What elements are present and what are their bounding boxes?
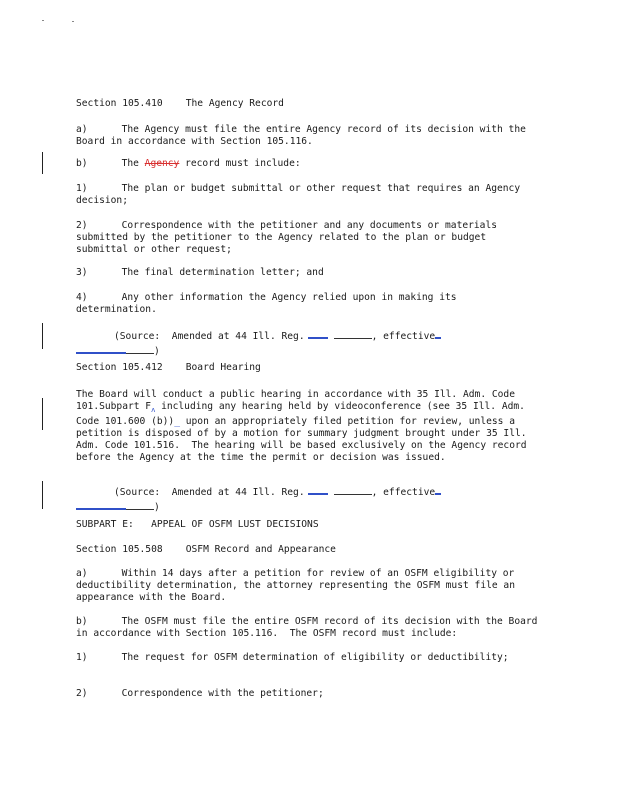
para-text: The request for OSFM determination of eligibility or deductibility; (121, 652, 509, 663)
section-105-412-heading: Section 105.412 Board Hearing (76, 362, 261, 373)
source-text: , effective (371, 331, 436, 342)
para-label: 1) (76, 652, 88, 663)
scan-speck (42, 20, 44, 21)
para-text: The final determination letter; and (121, 267, 324, 278)
para-text: The plan or budget submittal or other request that requires an Agency decision; (76, 183, 526, 206)
section-105-508-a (76, 568, 542, 604)
insert-mark: _ (174, 415, 180, 427)
para-label: b) (76, 616, 88, 627)
para-text: The Board will conduct a public hearing in accordance with 35 Ill. Adm. Code 101.Subpart F (76, 389, 521, 412)
section-105-410-b-1 (76, 183, 542, 207)
scan-speck (72, 21, 74, 22)
insert-mark: ᴧ (151, 405, 156, 414)
source-text: (Source: Amended at 44 Ill. Reg. (114, 331, 305, 342)
change-bar (42, 152, 43, 174)
para-text: Any other information the Agency relied upon in making its determination. (76, 292, 463, 315)
section-105-412-text (76, 389, 542, 464)
change-bar (42, 398, 43, 430)
para-text: record must include: (179, 158, 301, 169)
section-105-410-a (76, 124, 542, 148)
blank-line (126, 344, 154, 354)
para-text: Correspondence with the petitioner and any documents or materials submitted by the petitioner to the Agency related to the plan or budget submittal or other request; (76, 220, 503, 255)
para-text: including any hearing held by videoconference (see 35 Ill. Adm. Code 101.600 (b)) (76, 401, 531, 427)
section-105-508-b (76, 616, 542, 640)
blank-line (126, 500, 154, 510)
change-bar (42, 323, 43, 349)
source-text: , effective (371, 487, 436, 498)
source-text: ) (154, 346, 160, 357)
subpart-e-heading: SUBPART E: APPEAL OF OSFM LUST DECISIONS (76, 519, 319, 530)
section-105-410-heading: Section 105.410 The Agency Record (76, 98, 284, 109)
para-label: 4) (76, 292, 88, 303)
para-label: 1) (76, 183, 88, 194)
section-105-410-b (76, 158, 542, 170)
section-105-508-b-1 (76, 652, 542, 664)
source-note-2 (114, 484, 544, 514)
blank-line (334, 329, 372, 339)
section-105-508-b-2 (76, 688, 542, 700)
source-text: (Source: Amended at 44 Ill. Reg. (114, 487, 305, 498)
insert-mark (435, 328, 441, 339)
para-label: a) (76, 124, 88, 135)
section-105-410-b-4 (76, 292, 542, 316)
para-text: The (121, 158, 145, 169)
para-label: a) (76, 568, 88, 579)
blank-line (334, 485, 372, 495)
para-label: 2) (76, 688, 88, 699)
insert-mark (308, 328, 328, 339)
insert-mark (435, 484, 441, 495)
para-text: The OSFM must file the entire OSFM record of its decision with the Board in accordance with Section 105.116. The OSFM record must include: (76, 616, 544, 639)
section-105-410-b-2 (76, 220, 542, 256)
insert-mark (76, 499, 126, 510)
struck-text: Agency (144, 158, 180, 169)
change-bar (42, 481, 43, 509)
para-label: 2) (76, 220, 88, 231)
source-note-1 (114, 328, 544, 358)
section-105-410-b-3 (76, 267, 542, 279)
para-text: Within 14 days after a petition for review of an OSFM eligibility or deductibility determination, the attorney representing the OSFM must file an appearance with the Board. (76, 568, 521, 603)
para-label: b) (76, 158, 88, 169)
insert-mark (76, 343, 126, 354)
para-text: Correspondence with the petitioner; (121, 688, 324, 699)
para-text: The Agency must file the entire Agency record of its decision with the Board in accordance with Section 105.116. (76, 124, 532, 147)
para-text: upon an appropriately filed petition for review, unless a petition is disposed of by a motion for summary judgment brought under 35 Ill. Adm. Code 101.516. The hearing will be based exclusively on the Agency record before the Agency at the time the permit or decision was issued. (76, 415, 533, 463)
source-text: ) (154, 502, 160, 513)
section-105-508-heading: Section 105.508 OSFM Record and Appearance (76, 544, 336, 555)
para-label: 3) (76, 267, 88, 278)
insert-mark (308, 484, 328, 495)
